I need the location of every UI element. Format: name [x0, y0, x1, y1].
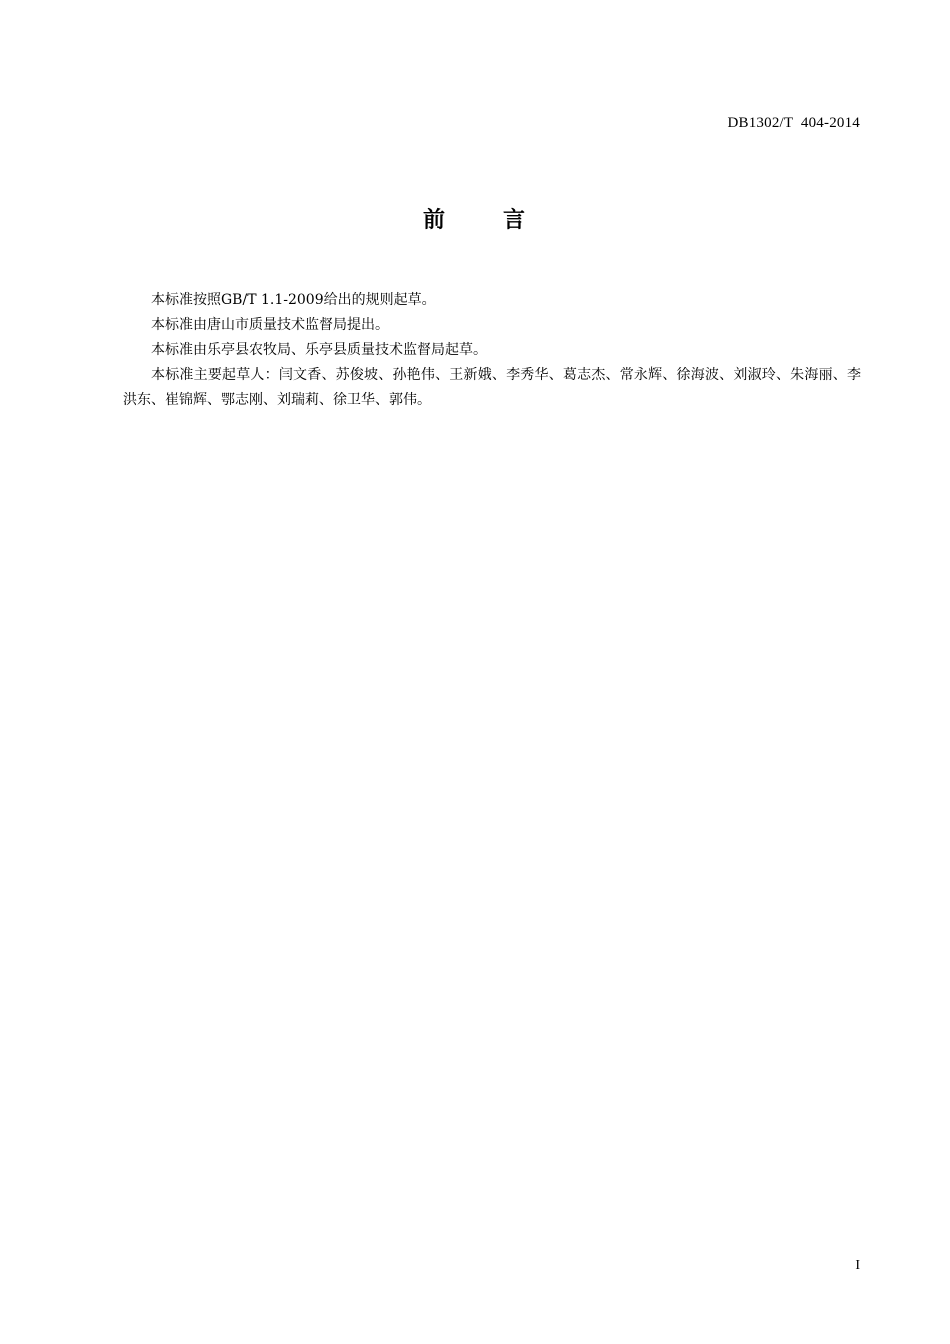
- paragraph-drafters: 本标准主要起草人：闫文香、苏俊坡、孙艳伟、王新娥、李秀华、葛志杰、常永辉、徐海波、刘淑玲、朱海丽、李洪东、崔锦辉、鄂志刚、刘瑞莉、徐卫华、郭伟。: [123, 367, 861, 408]
- paragraph-drafting-units: 本标准由乐亭县农牧局、乐亭县质量技术监督局起草。: [151, 342, 487, 358]
- standard-code: DB1302/T 404-2014: [727, 115, 860, 131]
- title-char-2: 言: [503, 208, 528, 233]
- paragraph-proposer: 本标准由唐山市质量技术监督局提出。: [151, 317, 389, 333]
- page-title: [0, 203, 950, 234]
- title-char-1: 前: [422, 208, 447, 233]
- paragraph-drafting-rules: 本标准按照GB/T 1.1-2009给出的规则起草。: [151, 292, 436, 308]
- preface-body: [123, 288, 861, 413]
- page-number: I: [855, 1258, 860, 1273]
